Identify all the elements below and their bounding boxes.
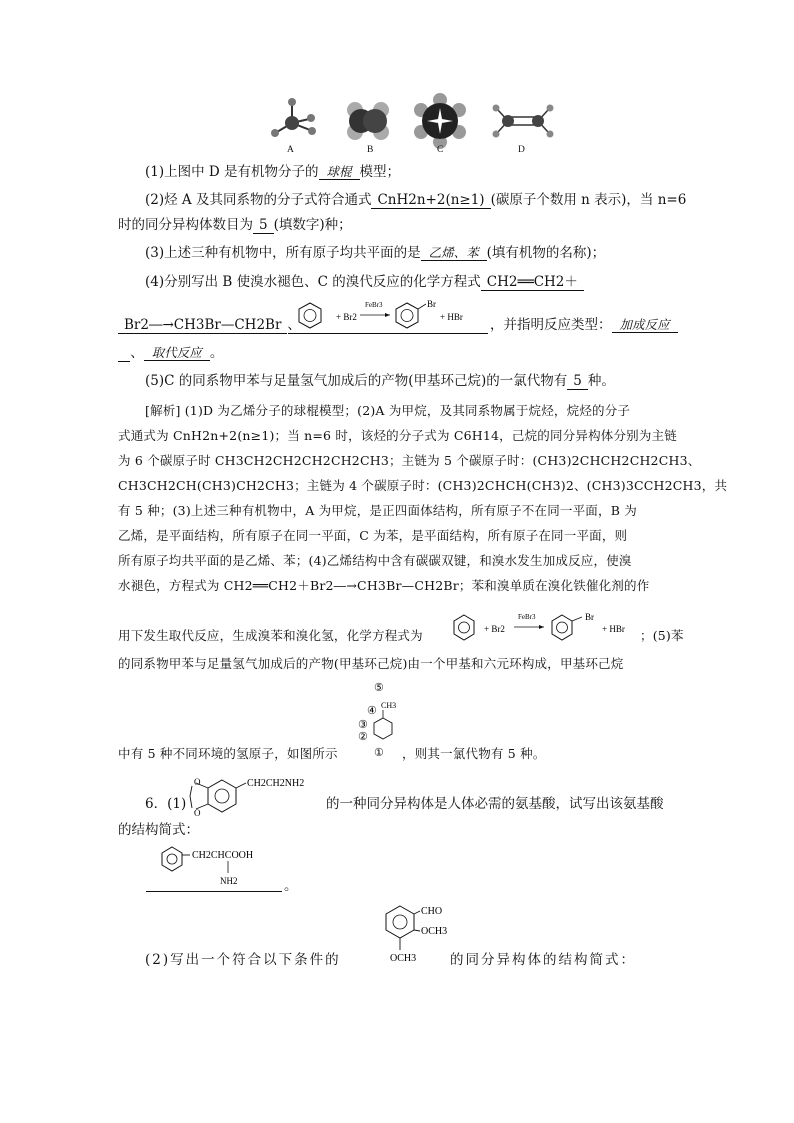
model-label-b: B bbox=[367, 145, 374, 155]
q6-answer-underline bbox=[146, 891, 282, 892]
model-c-space-filling bbox=[414, 93, 466, 149]
q6-answer-nh2: NH2 bbox=[220, 876, 238, 886]
svg-text:+ Br2: + Br2 bbox=[484, 624, 505, 634]
q6-structure-2-cho: CHO bbox=[421, 906, 443, 917]
reaction-plus-br2: + Br2 bbox=[336, 312, 357, 322]
ring-label-4: ④ bbox=[367, 705, 377, 717]
q5-part2: (2)烃 A 及其同系物的分子式符合通式 CnH2n+2(n≥1) (碳原子个数用 n 表示)，当 n=6 bbox=[145, 192, 687, 208]
reaction-br: Br bbox=[427, 299, 436, 309]
reaction-catalyst: FeBr3 bbox=[365, 301, 383, 309]
q6-part1-number: 6．(1) bbox=[145, 796, 187, 812]
q5-answer-2: CnH2n+2(n≥1) bbox=[371, 192, 490, 209]
q6-answer-chain: CH2CHCOOH bbox=[192, 850, 254, 861]
model-d-ball-stick bbox=[493, 105, 554, 138]
q5-answer-4: 乙烯、苯 bbox=[421, 245, 487, 261]
model-label-d: D bbox=[518, 145, 525, 155]
q5-part3: (3)上述三种有机物中，所有原子均共平面的是 乙烯、苯 (填有机物的名称)； bbox=[145, 245, 606, 261]
q5-type-substitution: 取代反应 bbox=[144, 345, 210, 361]
explanation-line-2: 式通式为 CnH2n+2(n≥1)；当 n=6 时，该烃的分子式为 C6H14，己烷的同分异构体分别为主链 bbox=[118, 428, 677, 443]
q5-type-addition: 加成反应 bbox=[612, 317, 678, 333]
q6-part2-pre: (2)写出一个符合以下条件的 bbox=[145, 952, 341, 968]
model-label-c: C bbox=[437, 145, 444, 155]
q5-answer-5a: CH2══CH2＋ bbox=[481, 274, 584, 291]
methylcyclohexane-figure bbox=[352, 680, 402, 760]
q5-answer-1: 球棍 bbox=[319, 164, 360, 180]
explanation-reaction bbox=[452, 610, 642, 644]
svg-text:O: O bbox=[194, 777, 201, 787]
q5-answer-3: 5 bbox=[253, 217, 274, 234]
explanation-line-5: 有 5 种；(3)上述三种有机物中，A 为甲烷，是正四面体结构，所有原子不在同一平面，B 为 bbox=[118, 503, 637, 518]
svg-text:O: O bbox=[194, 808, 201, 818]
q5-part4: (4)分别写出 B 使溴水褪色、C 的溴代反应的化学方程式 CH2══CH2＋ bbox=[145, 272, 705, 292]
q6-part1-text2: 的结构简式： bbox=[118, 822, 199, 838]
q5-part5: (5)C 的同系物甲苯与足量氢气加成后的产物(甲基环己烷)的一氯代物有 5 种。 bbox=[145, 373, 615, 389]
explanation-line-3: 为 6 个碳原子时 CH3CH2CH2CH2CH2CH3；主链为 5 个碳原子时：(CH3)2CHCH2CH2CH3、 bbox=[118, 453, 701, 468]
q5-part2-cont: 时的同分异构体数目为 5 (填数字)种； bbox=[118, 217, 352, 233]
ring-label-2: ② bbox=[358, 731, 368, 743]
q5-answer-5b: Br2―→CH3Br—CH2Br bbox=[118, 317, 287, 334]
explanation-line-4: CH3CH2CH(CH3)CH2CH3；主链为 4 个碳原子时：(CH3)2CHCH(CH3)2、(CH3)3CCH2CH3，共 bbox=[118, 478, 728, 493]
q6-structure-2-och3b: OCH3 bbox=[390, 953, 417, 964]
explanation-line-7: 所有原子均共平面的是乙烯、苯；(4)乙烯结构中含有碳碳双键，和溴水发生加成反应，使溴 bbox=[118, 553, 632, 568]
ring-label-3: ③ bbox=[358, 719, 368, 731]
reaction-plus-hbr: + HBr bbox=[440, 312, 463, 322]
ring-ch3: CH3 bbox=[381, 701, 397, 710]
svg-text:FeBr3: FeBr3 bbox=[518, 613, 536, 621]
q5-part4-equations: Br2―→CH3Br—CH2Br 、 bbox=[118, 315, 678, 335]
q6-answer-structure bbox=[150, 843, 290, 889]
q5-answer-6: 5 bbox=[567, 373, 588, 390]
model-a-ball-stick bbox=[271, 98, 316, 137]
explanation-line-8: 水褪色，方程式为 CH2══CH2＋Br2―→CH3Br—CH2Br；苯和溴单质在溴化铁催化剂的作 bbox=[118, 578, 650, 593]
svg-text:Br: Br bbox=[585, 612, 594, 622]
q6-structure-2-och3a: OCH3 bbox=[421, 926, 448, 937]
q6-answer-end: 。 bbox=[284, 878, 298, 894]
explanation-line-10: 的同系物甲苯与足量氢气加成后的产物(甲基环己烷)由一个甲基和六元环构成，甲基环己烷 bbox=[118, 656, 624, 671]
reaction-answer-underline bbox=[288, 333, 488, 334]
svg-text:+ HBr: + HBr bbox=[602, 624, 625, 634]
explanation-line-9-pre: 用下发生取代反应，生成溴苯和溴化氢，化学方程式为 bbox=[118, 628, 423, 643]
q6-part2-post: 的同分异构体的结构简式： bbox=[450, 952, 636, 968]
explanation-line-11-pre: 中有 5 种不同环境的氢原子，如图所示 bbox=[118, 746, 338, 761]
ring-label-5: ⑤ bbox=[374, 682, 384, 694]
q5-part4-type-prompt: ，并指明反应类型： 加成反应 bbox=[490, 315, 690, 335]
q6-part1-text: 的一种同分异构体是人体必需的氨基酸，试写出该氨基酸 bbox=[326, 796, 664, 812]
q6-structure-1-label: CH2CH2NH2 bbox=[247, 778, 305, 789]
explanation-line-6: 乙烯，是平面结构，所有原子在同一平面，C 为苯，是平面结构，所有原子在同一平面，则 bbox=[118, 528, 628, 543]
q5-part4-type2: 、 取代反应 。 bbox=[118, 343, 678, 363]
q5-part1: (1)上图中 D 是有机物分子的 球棍 模型； bbox=[145, 164, 401, 180]
explanation-line-11-post: ，则其一氯代物有 5 种。 bbox=[402, 746, 546, 761]
explanation-line-1: [解析] (1)D 为乙烯分子的球棍模型；(2)A 为甲烷，及其同系物属于烷烃，烷烃的分子 bbox=[145, 403, 631, 418]
model-label-a: A bbox=[287, 145, 294, 155]
explanation-line-9-post: ；(5)苯 bbox=[640, 628, 684, 643]
benzene-bromination-reaction bbox=[290, 298, 490, 332]
ring-label-1: ① bbox=[374, 747, 384, 759]
model-b-space-filling bbox=[347, 102, 389, 140]
q6-structure-1 bbox=[186, 770, 336, 826]
